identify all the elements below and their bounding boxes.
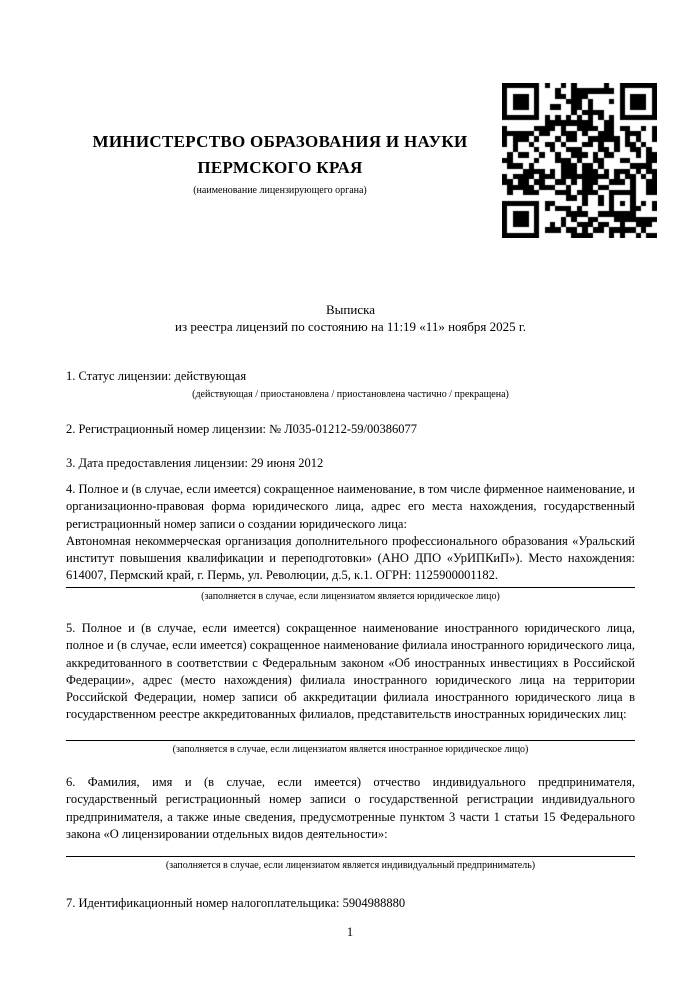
qr-code xyxy=(502,83,657,238)
item-legal-entity-text: 4. Полное и (в случае, если имеется) сокращенное наименование, в том числе фирменное наименование, и организационно-правовая форма юридического лица, адрес его места нахождения, государственный регистрационный номер записи о создании юридического лица: xyxy=(66,482,635,531)
page-number: 1 xyxy=(346,925,354,939)
ministry-name-line1: МИНИСТЕРСТВО ОБРАЗОВАНИЯ И НАУКИ xyxy=(92,132,468,151)
item-license-status-text: 1. Статус лицензии: действующая xyxy=(66,369,247,383)
item-license-date xyxy=(66,455,635,472)
item-registration-number xyxy=(66,421,635,438)
item-individual-entrepreneur-text: 6. Фамилия, имя и (в случае, если имеется) отчество индивидуального предпринимателя, государственный регистрационный номер записи о государственной регистрации индивидуального предпринимателя, а также иные сведения, предусмотренные пунктом 3 части 1 статьи 15 Федерального закона «О лицензировании отдельных видов деятельности»: xyxy=(66,775,635,841)
item-license-status xyxy=(66,368,635,401)
item-license-status-caption: (действующая / приостановлена / приостановлена частично / прекращена) xyxy=(192,389,509,401)
licensing-authority-header xyxy=(66,129,494,197)
fill-line-individual-entrepreneur xyxy=(66,856,635,857)
item-individual-entrepreneur-caption: (заполняется в случае, если лицензиатом является индивидуальный предприниматель) xyxy=(165,860,536,872)
qr-code-canvas xyxy=(502,83,657,238)
item-individual-entrepreneur xyxy=(66,774,635,872)
item-taxpayer-number-text: 7. Идентификационный номер налогоплательщика: 5904988880 xyxy=(66,896,406,910)
item-foreign-entity-text: 5. Полное и (в случае, если имеется) сокращенное наименование иностранного юридического лица, полное и (в случае, если имеется) сокращенное наименование филиала иностранного юридического лица, аккредитованного в соответствии с Федеральным законом «Об иностранных инвестициях в Российской Федерации», адрес (место нахождения) филиала иностранного юридического лица на территории Российской Федерации, номер записи об аккредитации филиала иностранного юридического лица в государственном реестре аккредитованных филиалов, представительств иностранных юридических лиц: xyxy=(66,621,635,722)
document-title-line2: из реестра лицензий по состоянию на 11:19 «11» ноября 2025 г. xyxy=(175,319,526,334)
document-title xyxy=(66,301,635,335)
fill-line-foreign-entity xyxy=(66,740,635,741)
item-taxpayer-number xyxy=(66,895,635,912)
item-foreign-entity-caption: (заполняется в случае, если лицензиатом является иностранное юридическое лицо) xyxy=(172,743,529,755)
fill-line-legal-entity xyxy=(66,587,635,588)
document-title-line1: Выписка xyxy=(326,302,375,317)
item-registration-number-text: 2. Регистрационный номер лицензии: № Л035-01212-59/00386077 xyxy=(66,422,417,436)
ministry-name-caption: (наименование лицензирующего органа) xyxy=(193,185,367,196)
item-legal-entity-value: Автономная некоммерческая организация дополнительного профессионального образования «Уральский институт повышения квалификации и переподготовки» (АНО ДПО «УрИПКиП»). Место нахождения: 614007, Пермский край, г. Пермь, ул. Революции, д.5, к.1. ОГРН: 1125900001182. xyxy=(66,533,635,583)
item-legal-entity xyxy=(66,481,635,603)
item-foreign-entity xyxy=(66,620,635,756)
item-legal-entity-caption: (заполняется в случае, если лицензиатом является юридическое лицо) xyxy=(201,590,500,602)
item-license-date-text: 3. Дата предоставления лицензии: 29 июня 2012 xyxy=(66,456,324,470)
ministry-name-line2: ПЕРМСКОГО КРАЯ xyxy=(197,158,363,177)
